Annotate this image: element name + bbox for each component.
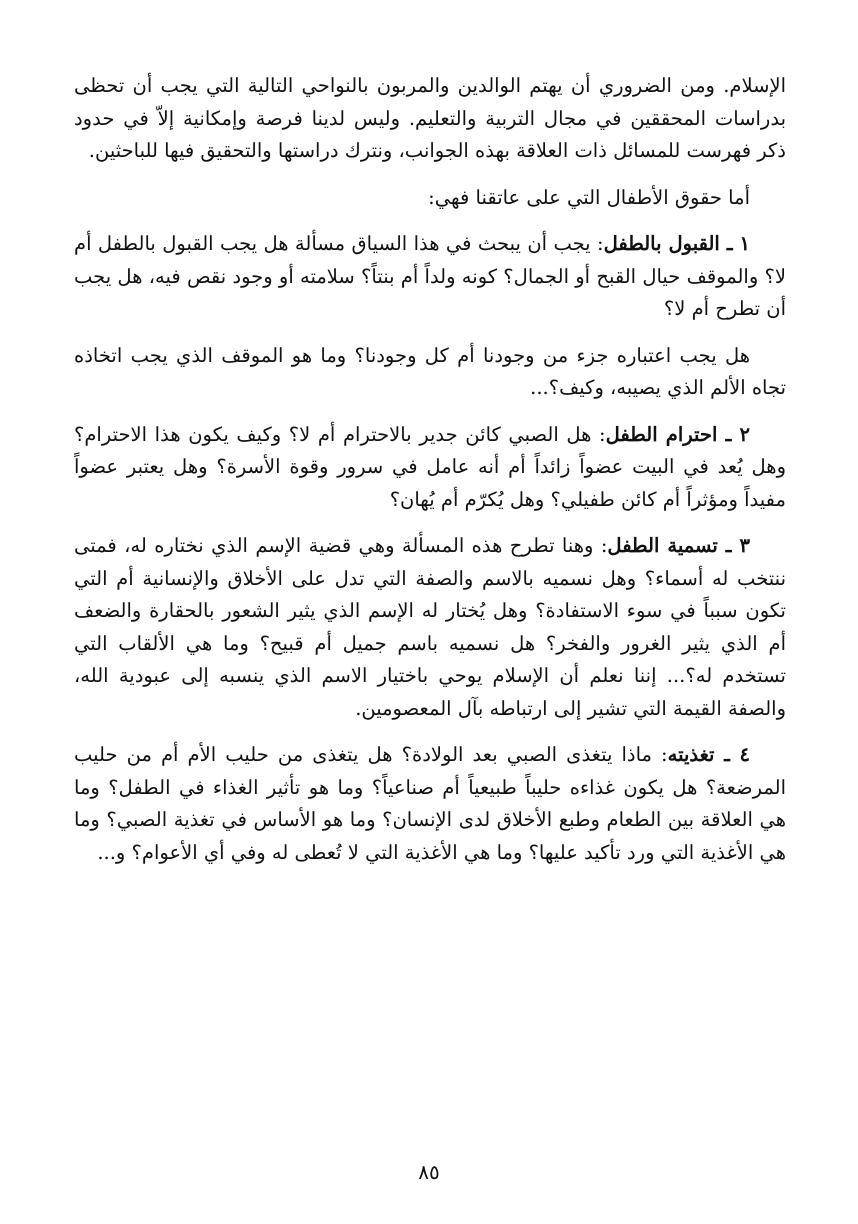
section-heading: ٢ ـ احترام الطفل bbox=[605, 422, 750, 446]
paragraph-naming bbox=[74, 530, 786, 725]
section-heading: ١ ـ القبول بالطفل bbox=[603, 232, 750, 255]
paragraph-intro bbox=[74, 70, 786, 168]
paragraph-acceptance bbox=[74, 228, 786, 326]
paragraph-existence bbox=[74, 340, 786, 405]
paragraph-rights-intro bbox=[74, 182, 786, 215]
page-number: ٨٥ bbox=[418, 1160, 440, 1184]
paragraph-text: : يجب أن يبحث في هذا السياق مسألة هل يجب القبول بالطفل أم لا؟ والموقف حيال القبح أو الجمال؟ كونه ولداً أم بنتاً؟ سلامته أو وجود نقص فيه، هل يجب أن تطرح أم لا؟ bbox=[74, 232, 786, 320]
section-heading: ٤ ـ تغذيته bbox=[667, 743, 750, 766]
page-body bbox=[74, 70, 786, 869]
paragraph-text: : هل الصبي كائن جدير بالاحترام أم لا؟ وكيف يكون هذا الاحترام؟ وهل يُعد في البيت عضواً زائداً أم أنه عامل في سرور وقوة الأسرة؟ وهل يعتبر عضواً مفيداً ومؤثراً أم كائن طفيلي؟ وهل يُكرّم أم يُهان؟ bbox=[74, 422, 786, 511]
paragraph-text: : وهنا تطرح هذه المسألة وهي قضية الإسم الذي نختاره له، فمتى ننتخب له أسماء؟ وهل نسميه بالاسم والصفة التي تدل على الأخلاق والإنسانية أم التي تكون سبباً في سوء الاستفادة؟ وهل يُختار له الإسم الذي يثير الشعور بالحقارة والضعف أم الذي يثير الغرور والفخر؟ هل نسميه باسم جميل أم قبيح؟ وما هي الألقاب التي تستخدم له؟... إننا نعلم أن الإسلام يوحي باختيار الاسم الذي ينسبه إلى عبودية الله، والصفة القيمة التي تشير إلى ارتباطه بآل المعصومين. bbox=[74, 534, 786, 720]
paragraph-text: : ماذا يتغذى الصبي بعد الولادة؟ هل يتغذى من حليب الأم أم من حليب المرضعة؟ هل يكون غذاءه حليباً طبيعياً أم صناعياً؟ وما هو تأثير الغذاء في الطفل؟ وما هي العلاقة بين الطعام وطبع الأخلاق لدى الإنسان؟ وما هو الأساس في تغذية الصبي؟ وما هي الأغذية التي ورد تأكيد عليها؟ وما هي الأغذية التي لا تُعطى له وفي أي الأعوام؟ و... bbox=[74, 743, 787, 864]
paragraph-text: أما حقوق الأطفال التي على عاتقنا فهي: bbox=[428, 185, 750, 209]
paragraph-text: هل يجب اعتباره جزء من وجودنا أم كل وجودنا؟ وما هو الموقف الذي يجب اتخاذه تجاه الألم الذي يصيبه، وكيف؟... bbox=[74, 343, 786, 399]
paragraph-nutrition bbox=[74, 739, 786, 869]
paragraph-respect bbox=[74, 419, 786, 517]
section-heading: ٣ ـ تسمية الطفل bbox=[607, 534, 750, 557]
paragraph-text: الإسلام. ومن الضروري أن يهتم الوالدين والمربون بالنواحي التالية التي يجب أن تحظى بدراسات المحققين في مجال التربية والتعليم. وليس لدينا فرصة وإمكانية إلاّ في حدود ذكر فهرست للمسائل ذات العلاقة بهذه الجوانب، ونترك دراستها والتحقيق فيها للباحثين. bbox=[74, 74, 786, 162]
